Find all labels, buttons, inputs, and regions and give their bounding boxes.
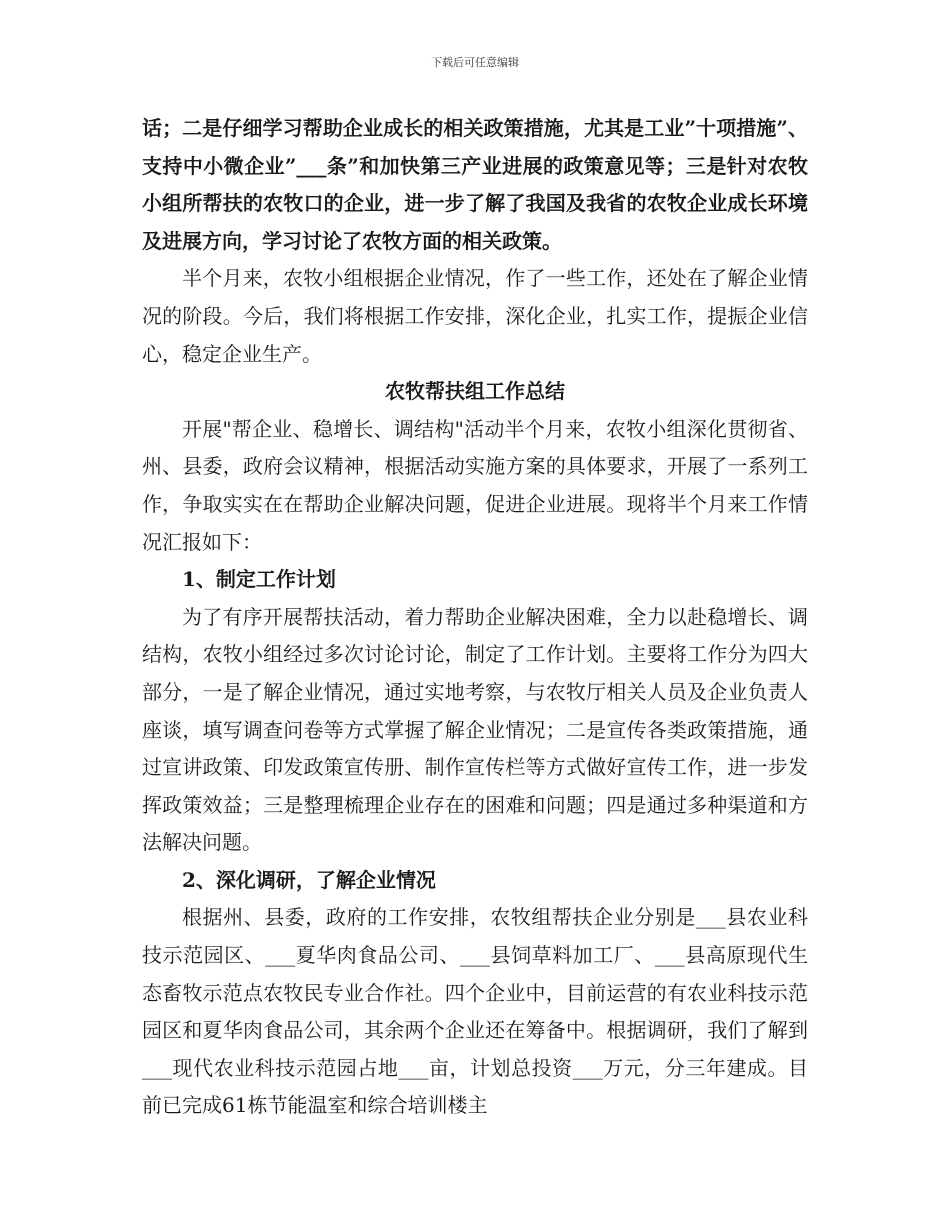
paragraph-policy-study: 话；二是仔细学习帮助企业成长的相关政策措施，尤其是工业”十项措施”、支持中小微企业”___条”和加快第三产业进展的政策意见等；三是针对农牧小组所帮扶的农牧口的企业，进一步了解了我国及我省的农牧企业成长环境及进展方向，学习讨论了农牧方面的相关政策。 <box>142 116 808 253</box>
paragraph-summary: 半个月来，农牧小组根据企业情况，作了一些工作，还处在了解企业情况的阶段。今后，我们将根据工作安排，深化企业，扎实工作，提振企业信心，稳定企业生产。 <box>142 266 808 366</box>
heading-research: 2、深化调研，了解企业情况 <box>182 867 436 892</box>
document-body <box>142 110 808 1125</box>
section-title: 农牧帮扶组工作总结 <box>385 379 565 404</box>
paragraph-work-plan: 为了有序开展帮扶活动，着力帮助企业解决困难，全力以赴稳增长、调结构，农牧小组经过多次讨论讨论，制定了工作计划。主要将工作分为四大部分，一是了解企业情况，通过实地考察，与农牧厅相关人员及企业负责人座谈，填写调查问卷等方式掌握了解企业情况；二是宣传各类政策措施，通过宣讲政策、印发政策宣传册、制作宣传栏等方式做好宣传工作，进一步发挥政策效益；三是整理梳理企业存在的困难和问题；四是通过多种渠道和方法解决问题。 <box>142 604 808 855</box>
heading-work-plan: 1、制定工作计划 <box>182 567 336 592</box>
paragraph-intro: 开展"帮企业、稳增长、调结构"活动半个月来，农牧小组深化贯彻省、州、县委，政府会议精神，根据活动实施方案的具体要求，开展了一系列工作，争取实实在在帮助企业解决问题，促进企业进展。现将半个月来工作情况汇报如下： <box>142 416 808 554</box>
paragraph-research: 根据州、县委，政府的工作安排，农牧组帮扶企业分别是___县农业科技示范园区、___夏华肉食品公司、___县饲草料加工厂、___县高原现代生态畜牧示范点农牧民专业合作社。四个企业中，目前运营的有农业科技示范园区和夏华肉食品公司，其余两个企业还在筹备中。根据调研，我们了解到___现代农业科技示范园占地___亩，计划总投资___万元，分三年建成。目前已完成61栋节能温室和综合培训楼主 <box>142 905 808 1118</box>
page-header-note: 下载后可任意编辑 <box>431 56 519 69</box>
